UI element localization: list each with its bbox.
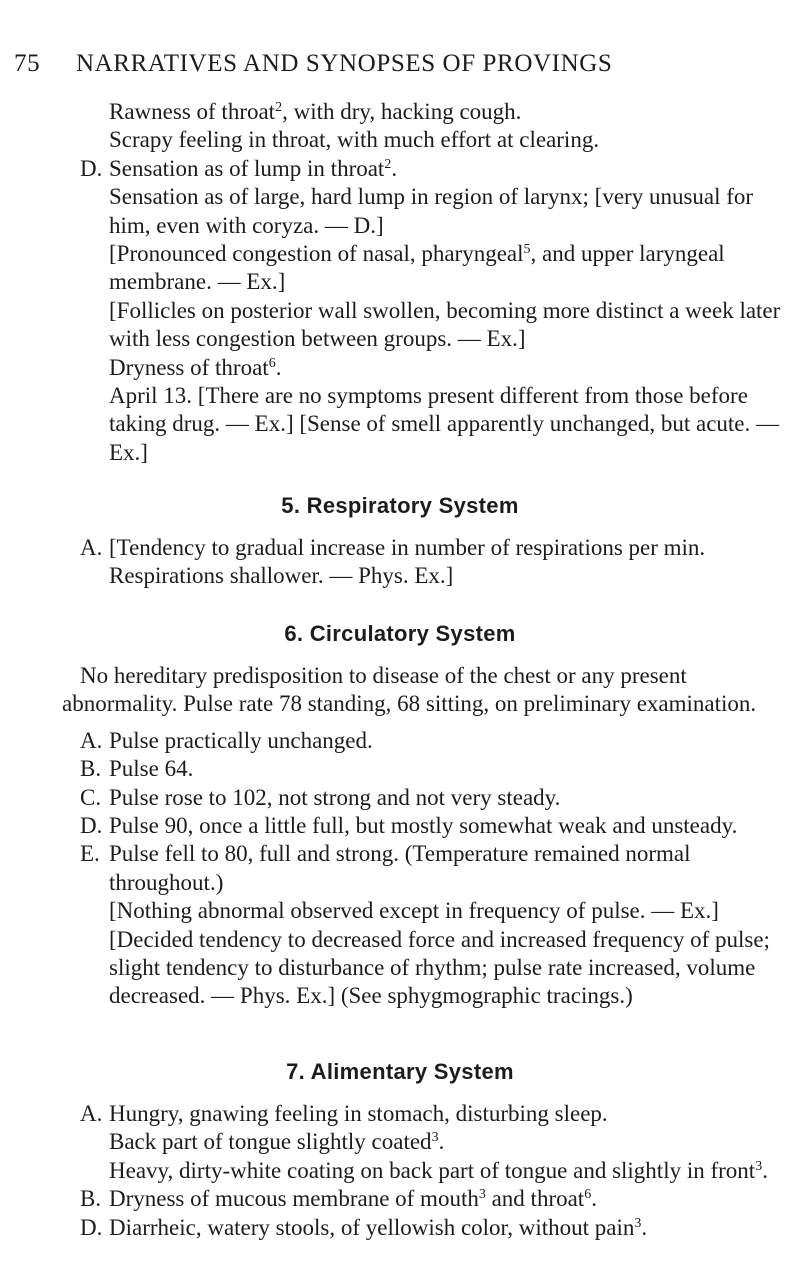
throat-item-d: D. Sensation as of lump in throat$^2$.	[80, 155, 398, 181]
circulatory-item-b: B. Pulse 64.	[80, 756, 194, 782]
throat-line-follicles: [Follicles on posterior wall swollen, becoming more distinct a week later with less congestion between groups. — Ex.]	[109, 297, 781, 352]
circulatory-section	[62, 662, 782, 1011]
throat-line-scrapy: Scrapy feeling in throat, with much effort at clearing.	[109, 127, 600, 153]
alimentary-line-tongue: Back part of tongue slightly coated$^3$.	[109, 1129, 445, 1155]
circulatory-intro: No hereditary predisposition to disease of the chest or any present abnormality. Pulse rate 78 standing, 68 sitting, on preliminary examination.	[62, 663, 757, 717]
alimentary-item-b: B. Dryness of mucous membrane of mouth$^3$ and throat$^6$.	[80, 1186, 597, 1212]
running-header	[14, 50, 612, 78]
circulatory-note-nothing: [Nothing abnormal observed except in frequency of pulse. — Ex.]	[109, 898, 719, 924]
alimentary-line-coating: Heavy, dirty-white coating on back part of tongue and slightly in front$^3$.	[109, 1157, 768, 1183]
circulatory-item-e: E. Pulse fell to 80, full and strong. (Temperature remained normal throughout.)	[80, 841, 691, 895]
heading-alimentary: 7. Alimentary System	[286, 1059, 514, 1084]
throat-line-larynx: Sensation as of large, hard lump in region of larynx; [very unusual for him, even with coryza. — D.]	[109, 184, 754, 238]
throat-section	[62, 98, 782, 467]
alimentary-item-d: D. Diarrheic, watery stools, of yellowish color, without pain$^3$.	[80, 1214, 648, 1240]
throat-line-april: April 13. [There are no symptoms present different from those before taking drug. — Ex.] [Sense of smell apparently unchanged, but acute. — Ex.]	[109, 383, 780, 465]
circulatory-note-decided: [Decided tendency to decreased force and increased frequency of pulse; slight tendency to disturbance of rhythm; pulse rate increased, volume decreased. — Phys. Ex.] (See sphygmographic tracings.)	[109, 926, 770, 1009]
page-number: 75	[14, 50, 41, 77]
alimentary-item-a: A. Hungry, gnawing feeling in stomach, disturbing sleep.	[80, 1101, 608, 1126]
throat-line-rawness: Rawness of throat$^2$, with dry, hacking cough.	[109, 99, 522, 124]
running-title: NARRATIVES AND SYNOPSES OF PROVINGS	[76, 50, 613, 77]
throat-line-congestion: [Pronounced congestion of nasal, pharyngeal$^5$, and upper laryngeal membrane. — Ex.]	[109, 241, 725, 295]
circulatory-item-c: C. Pulse rose to 102, not strong and not very steady.	[80, 784, 561, 810]
respiratory-item-a: A. [Tendency to gradual increase in number of respirations per min. Respirations shallower. — Phys. Ex.]	[80, 535, 706, 589]
throat-line-dryness: Dryness of throat$^6$.	[109, 354, 282, 380]
heading-circulatory: 6. Circulatory System	[284, 621, 516, 646]
circulatory-item-a: A. Pulse practically unchanged.	[80, 727, 373, 753]
heading-respiratory: 5. Respiratory System	[281, 493, 519, 518]
respiratory-section	[62, 534, 782, 591]
alimentary-section	[62, 1100, 782, 1242]
circulatory-item-d: D. Pulse 90, once a little full, but mostly somewhat weak and unsteady.	[80, 813, 738, 839]
